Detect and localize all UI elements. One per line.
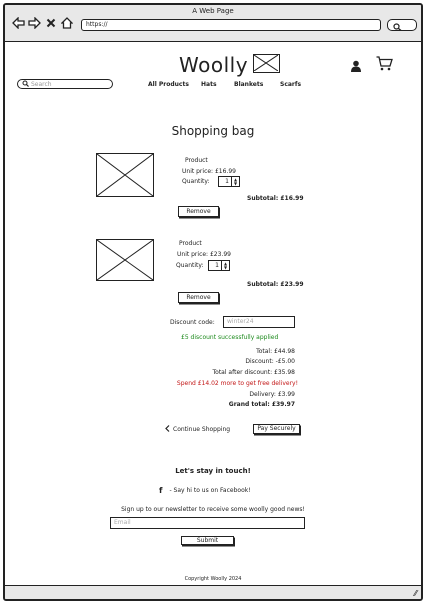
address-bar[interactable]: https://: [81, 19, 381, 31]
browser-window: [3, 3, 423, 601]
pay-securely-button[interactable]: Pay Securely: [253, 424, 300, 434]
item-subtotal: Subtotal: £23.99: [247, 281, 304, 288]
facebook-link[interactable]: [159, 486, 251, 495]
copyright: Copyright Woolly 2024: [184, 576, 242, 582]
resize-grip-icon[interactable]: ⁄⁄: [414, 589, 417, 598]
newsletter-text: Sign up to our newsletter to receive some woolly good news!: [121, 506, 305, 513]
window-title: A Web Page: [192, 7, 234, 15]
product-image-placeholder: [96, 239, 154, 281]
quantity-stepper[interactable]: [208, 260, 230, 271]
magnifier-icon: [393, 16, 402, 35]
page-title: Shopping bag: [171, 124, 255, 138]
nav-all-products[interactable]: All Products: [148, 81, 189, 88]
forward-arrow-icon[interactable]: [28, 16, 41, 29]
delivery-cost: Delivery: £3.99: [249, 391, 295, 398]
free-delivery-message: Spend £14.02 more to get free delivery!: [176, 380, 298, 387]
remove-button[interactable]: Remove: [178, 292, 219, 303]
site-logo-text[interactable]: Woolly: [179, 53, 249, 77]
stop-icon[interactable]: [44, 16, 57, 29]
continue-shopping-link[interactable]: [165, 425, 230, 434]
footer-heading: Let's stay in touch!: [175, 467, 251, 475]
facebook-label: - Say hi to us on Facebook!: [169, 487, 251, 494]
quantity-value[interactable]: 1: [218, 176, 232, 187]
browser-titlebar: [5, 5, 421, 42]
logo-image-placeholder: [253, 54, 280, 73]
page-content: [5, 43, 421, 587]
nav-blankets[interactable]: Blankets: [234, 81, 264, 88]
quantity-label: Quantity:: [182, 178, 210, 185]
quantity-stepper[interactable]: [218, 176, 240, 187]
unit-price: Unit price: £23.99: [177, 251, 231, 258]
search-input[interactable]: [17, 79, 113, 89]
product-name: Product: [179, 240, 202, 247]
nav-hats[interactable]: Hats: [201, 81, 217, 88]
cart-icon[interactable]: [376, 56, 393, 75]
product-name: Product: [185, 157, 208, 164]
submit-button[interactable]: Submit: [181, 536, 234, 545]
discount-label: Discount code:: [170, 319, 215, 326]
back-arrow-icon[interactable]: [12, 16, 25, 29]
discount-code-input[interactable]: winter24: [223, 316, 295, 328]
home-icon[interactable]: [60, 16, 73, 29]
account-icon[interactable]: [350, 57, 362, 76]
continue-shopping-label: Continue Shopping: [173, 426, 231, 433]
quantity-label: Quantity:: [176, 262, 204, 269]
grand-total: Grand total: £39.97: [228, 401, 295, 408]
search-placeholder: Search: [31, 80, 52, 88]
remove-button[interactable]: Remove: [178, 206, 219, 217]
unit-price: Unit price: £16.99: [182, 168, 236, 175]
item-subtotal: Subtotal: £16.99: [247, 195, 304, 202]
email-input[interactable]: Email: [110, 517, 305, 529]
spinner-arrows-icon[interactable]: ▲ ▼: [232, 176, 240, 187]
discount-success-message: £5 discount successfully applied: [181, 334, 279, 341]
chevron-left-icon: [165, 425, 170, 434]
product-image-placeholder: [96, 153, 154, 197]
browser-status-bar: [5, 585, 421, 599]
browser-search-button[interactable]: [387, 19, 417, 31]
order-total: Total: £44.98: [256, 348, 295, 355]
spinner-arrows-icon[interactable]: ▲ ▼: [222, 260, 230, 271]
discount-amount: Discount: -£5.00: [245, 358, 295, 365]
facebook-icon: f: [159, 486, 163, 495]
total-after-discount: Total after discount: £35.98: [212, 369, 295, 376]
quantity-value[interactable]: 1: [208, 260, 222, 271]
search-icon: [22, 80, 29, 89]
nav-scarfs[interactable]: Scarfs: [280, 81, 302, 88]
